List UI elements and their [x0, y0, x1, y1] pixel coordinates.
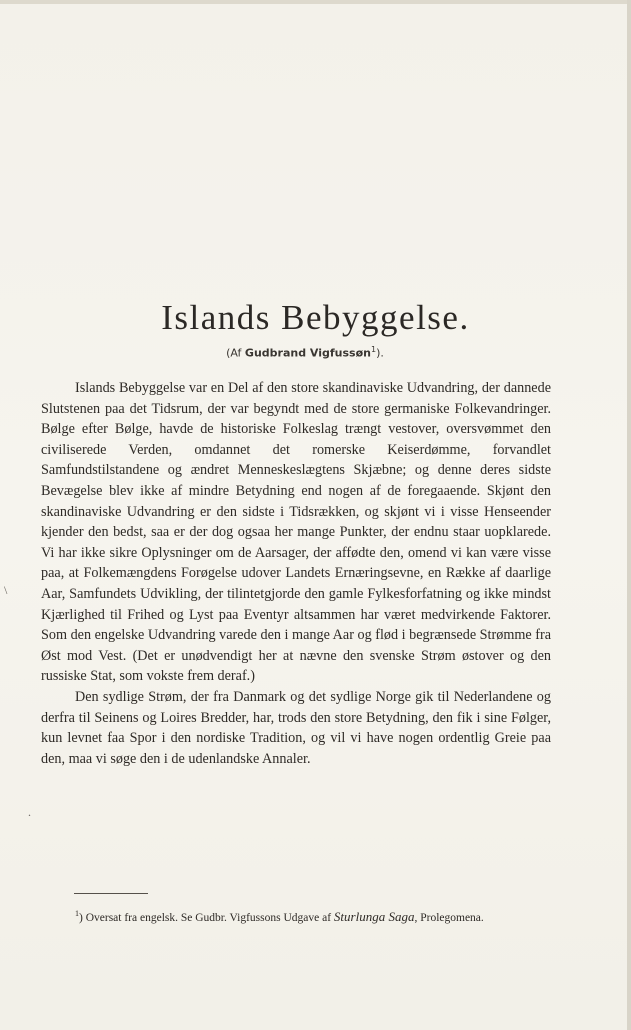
paragraph-1: Islands Bebyggelse var en Del af den store skandinaviske Udvandring, der dannede Slutstenen paa det Tidsrum, der var begyndt med de store germaniske Folkevandringer. Bølge efter Bølge, havde de historiske Folkeslag trængt vestover, oversvømmet den civiliserede Verden, omdannet det romerske Keiserdømme, forvandlet Samfundstilstandene og ændret Menneskeslægtens Skjæbne; og denne deres sidste Bevægelse blev ikke af mindre Betydning end nogen af de foregaaende. Skjønt den skandinaviske Udvandring er den sidste i Tidsrækken, og skjønt vi i visse Henseender kjender den bedst, saa er der dog ogsaa her mange Punkter, der endnu staar uopklarede. Vi har ikke sikre Oplysninger om de Aarsager, der affødte den, omend vi kan være visse paa, at Folkemængdens Forøgelse udover Landets Ernæringsevne, en Række af daarlige Aar, Samfundets Udvikling, der tilintetgjorde den gamle Fylkesforfatning og ikke mindst Kjærlighed til Frihed og Lyst paa Eventyr altsammen har været medvirkende Faktorer. Som den engelske Udvandring varede den i mange Aar og flød i begrænsede Strømme fra Øst mod Vest. (Det er unødvendigt her at nævne den svenske Strøm østover og den russiske Stat, som vokste frem deraf.)	[41, 380, 551, 685]
footnote	[41, 905, 551, 927]
byline-suffix: ).	[376, 346, 384, 360]
margin-mark: \	[4, 583, 8, 597]
article-title: Islands Bebyggelse.	[161, 298, 470, 337]
paragraph-2: Den sydlige Strøm, der fra Danmark og det sydlige Norge gik til Nederlandene og derfra til Seinens og Loires Bredder, har, trods den store Betydning, den fik i sine Følger, kun levnet faa Spor i den nordiske Tradition, og vil vi have nogen ordentlig Greie paa den, maa vi søge den i de udenlandske Annaler.	[41, 688, 551, 767]
footnote-marker: 1	[75, 909, 79, 918]
footnote-text: ) Oversat fra engelsk. Se Gudbr. Vigfussons Udgave af	[79, 911, 334, 924]
article-body	[41, 378, 551, 769]
page-edge-right	[627, 0, 631, 1030]
page-edge-top	[0, 0, 631, 4]
byline	[0, 345, 610, 360]
byline-author: Gudbrand Vigfussøn	[244, 346, 371, 360]
footnote-separator	[74, 893, 148, 894]
byline-prefix: (Af	[226, 346, 245, 360]
footnote-work-title: Sturlunga Saga	[333, 908, 415, 924]
margin-mark: .	[28, 805, 31, 819]
footnote-tail: , Prolegomena.	[414, 911, 484, 924]
footnote-reference[interactable]: 1	[370, 345, 377, 354]
